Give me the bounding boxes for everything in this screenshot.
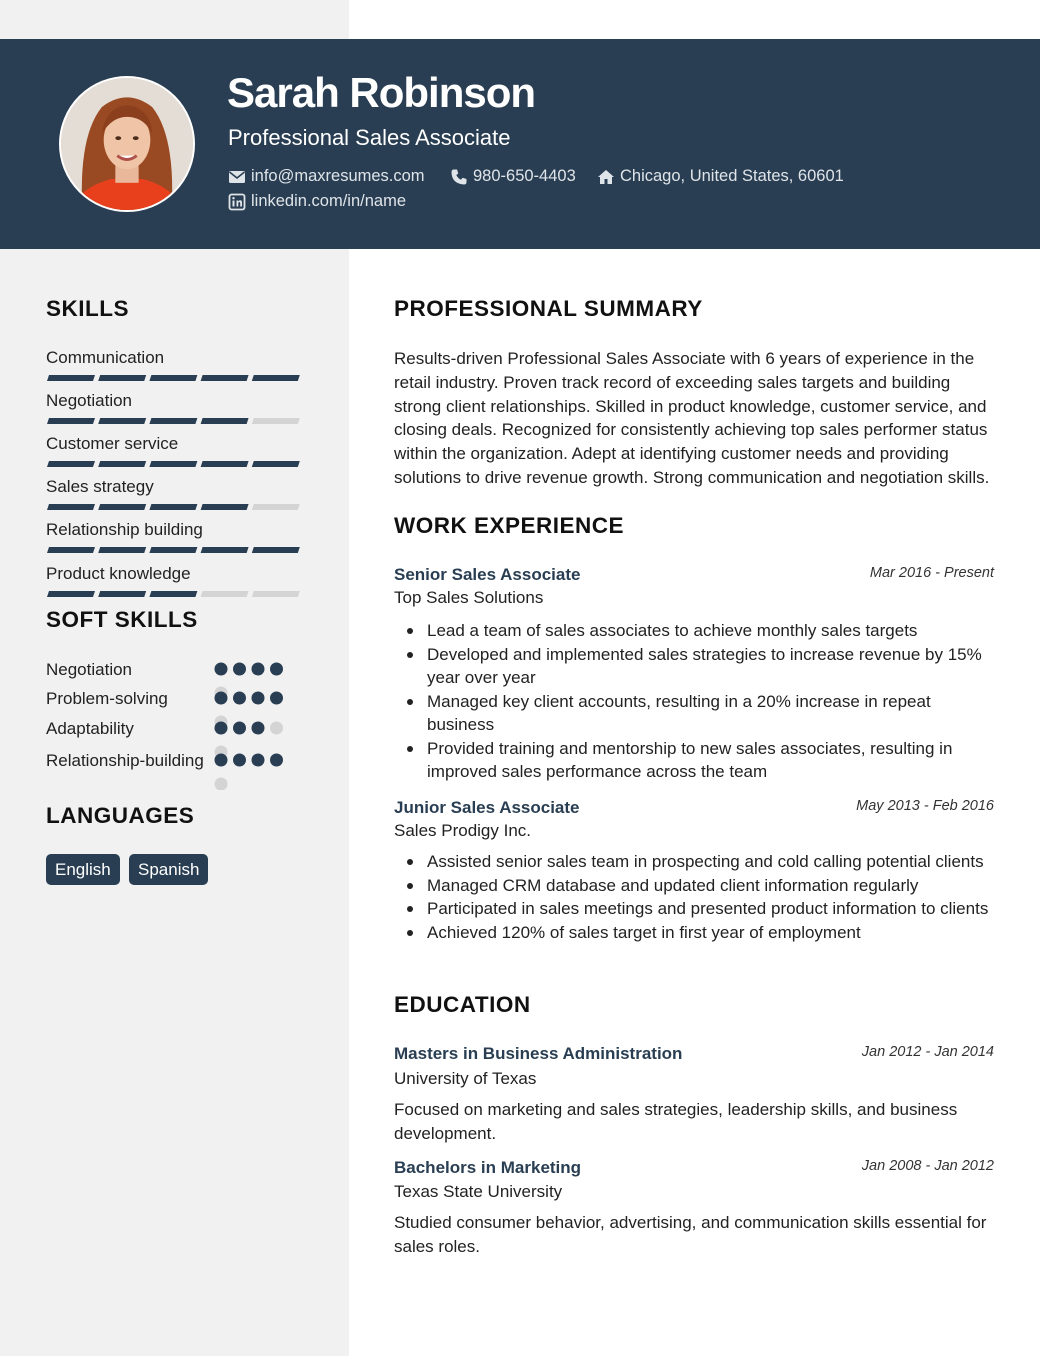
soft-skill-name: Negotiation <box>46 660 133 679</box>
skill-segment <box>201 461 249 467</box>
summary-text: Results-driven Professional Sales Associate with 6 years of experience in the retail industry. Proven track record of exceeding sales targets and building strong client relationships. Skilled in product knowledge, customer service, and closing deals. Recognized for consistently achieving top sales performer status within the organization. Adept at identifying customer needs and providing solutions to drive revenue growth. Strong communication and negotiation skills. <box>394 349 990 487</box>
job-company: Top Sales Solutions <box>394 588 544 607</box>
skill-bar-graphic <box>46 504 302 510</box>
rating-dot <box>270 663 283 676</box>
skill-bar-graphic <box>46 375 302 381</box>
rating-dot <box>252 722 265 735</box>
rating-dot <box>215 754 228 767</box>
soft-skill-item <box>46 717 296 747</box>
skill-segment <box>47 461 95 467</box>
rating-dot <box>252 663 265 676</box>
candidate-name: Sarah Robinson <box>227 69 536 116</box>
envelope-icon <box>228 168 246 186</box>
skill-segment <box>149 547 197 553</box>
degree-name: Bachelors in Marketing <box>394 1158 582 1177</box>
list-item: Lead a team of sales associates to achieve monthly sales targets <box>394 619 1000 643</box>
soft-skill-item <box>46 658 296 688</box>
degree-dates: Jan 2012 - Jan 2014 <box>861 1044 994 1060</box>
rating-dot <box>215 692 228 705</box>
degree-dates: Jan 2008 - Jan 2012 <box>861 1158 994 1174</box>
soft-skills-heading: SOFT SKILLS <box>46 607 198 632</box>
skill-name: Negotiation <box>46 391 133 410</box>
contact-linkedin-text: linkedin.com/in/name <box>251 192 406 210</box>
skill-level-bar <box>46 504 302 510</box>
rating-dot <box>215 722 228 735</box>
skill-item <box>46 348 302 368</box>
skill-segment <box>47 418 95 424</box>
phone-icon <box>450 168 468 186</box>
skill-segment <box>252 547 300 553</box>
skill-name: Customer service <box>46 434 179 453</box>
skill-segment <box>252 418 300 424</box>
skill-segment <box>201 504 249 510</box>
skill-segment <box>149 418 197 424</box>
skill-segment <box>201 591 249 597</box>
skill-bar-graphic <box>46 461 302 467</box>
skill-item <box>46 520 302 540</box>
skill-item <box>46 391 302 411</box>
rating-dot <box>252 692 265 705</box>
skill-bar-graphic <box>46 591 302 597</box>
soft-skill-item <box>46 687 296 717</box>
skill-segment <box>252 375 300 381</box>
job-role: Junior Sales Associate <box>394 798 580 817</box>
degree-name: Masters in Business Administration <box>394 1044 683 1063</box>
skill-segment <box>252 504 300 510</box>
rating-dot <box>233 722 246 735</box>
skill-level-bar <box>46 418 302 424</box>
education-heading: EDUCATION <box>394 992 531 1017</box>
contact-linkedin[interactable] <box>228 192 406 211</box>
degree-description: Focused on marketing and sales strategies, leadership skills, and business development. <box>394 1100 958 1143</box>
contact-location <box>597 167 844 186</box>
rating-dot <box>270 722 283 735</box>
contact-location-text: Chicago, United States, 60601 <box>620 167 844 185</box>
skill-item <box>46 564 302 584</box>
skill-segment <box>252 591 300 597</box>
home-icon <box>597 168 615 186</box>
skill-segment <box>47 504 95 510</box>
job-company: Sales Prodigy Inc. <box>394 821 532 840</box>
list-item: Achieved 120% of sales target in first year of employment <box>394 921 1000 945</box>
skill-segment <box>98 375 146 381</box>
skill-segment <box>47 375 95 381</box>
skill-segment <box>201 547 249 553</box>
skill-segment <box>98 547 146 553</box>
list-item: Provided training and mentorship to new sales associates, resulting in improved sales performance across the team <box>394 737 1000 784</box>
linkedin-icon <box>228 193 246 211</box>
skill-segment <box>98 461 146 467</box>
soft-skill-name: Relationship-building <box>46 751 204 770</box>
soft-skill-item <box>46 749 296 779</box>
skill-item <box>46 477 302 497</box>
skill-level-bar <box>46 591 302 597</box>
skill-segment <box>149 504 197 510</box>
job-responsibilities <box>394 850 1000 944</box>
skill-segment <box>149 461 197 467</box>
rating-dot <box>233 692 246 705</box>
profile-photo <box>61 78 193 210</box>
contact-email-text: info@maxresumes.com <box>251 167 425 185</box>
resume-header <box>0 39 1040 249</box>
soft-skill-name: Adaptability <box>46 719 134 738</box>
school-name: University of Texas <box>394 1069 537 1088</box>
skill-level-bar <box>46 461 302 467</box>
contact-phone-text: 980-650-4403 <box>473 167 576 185</box>
rating-dot <box>233 754 246 767</box>
skill-name: Communication <box>46 348 165 367</box>
list-item: Managed key client accounts, resulting in a 20% increase in repeat business <box>394 690 1000 737</box>
list-item: Participated in sales meetings and presented product information to clients <box>394 897 1000 921</box>
skill-segment <box>149 591 197 597</box>
skill-segment <box>149 375 197 381</box>
languages-heading: LANGUAGES <box>46 803 195 828</box>
skill-segment <box>47 547 95 553</box>
school-name: Texas State University <box>394 1182 563 1201</box>
contact-email[interactable] <box>228 167 425 186</box>
skill-level-bar <box>46 375 302 381</box>
rating-dot <box>252 754 265 767</box>
job-responsibilities <box>394 619 1000 784</box>
list-item: Assisted senior sales team in prospecting and cold calling potential clients <box>394 850 1000 874</box>
skill-segment <box>201 418 249 424</box>
job-dates: Mar 2016 - Present <box>869 565 994 581</box>
skill-segment <box>47 591 95 597</box>
summary-heading: PROFESSIONAL SUMMARY <box>394 296 703 321</box>
rating-dot <box>270 692 283 705</box>
job-role: Senior Sales Associate <box>394 565 581 584</box>
contact-phone[interactable] <box>450 167 576 186</box>
skill-segment <box>252 461 300 467</box>
candidate-title: Professional Sales Associate <box>228 125 511 150</box>
list-item: Developed and implemented sales strategies to increase revenue by 15% year over year <box>394 643 1000 690</box>
job-dates: May 2013 - Feb 2016 <box>856 798 994 814</box>
skill-bar-graphic <box>46 418 302 424</box>
rating-dot <box>215 778 228 791</box>
skill-name: Sales strategy <box>46 477 154 496</box>
language-badge: English <box>46 854 120 885</box>
rating-dot <box>270 754 283 767</box>
avatar <box>59 76 195 212</box>
rating-dot <box>233 663 246 676</box>
skill-segment <box>201 375 249 381</box>
degree-description: Studied consumer behavior, advertising, and communication skills essential for sales roles. <box>394 1213 987 1256</box>
rating-dot <box>215 663 228 676</box>
list-item: Managed CRM database and updated client information regularly <box>394 874 1000 898</box>
experience-heading: WORK EXPERIENCE <box>394 513 625 538</box>
soft-skill-rating <box>214 752 294 790</box>
skill-name: Relationship building <box>46 520 203 539</box>
skill-segment <box>98 591 146 597</box>
skill-segment <box>98 418 146 424</box>
soft-skill-name: Problem-solving <box>46 689 168 708</box>
skill-name: Product knowledge <box>46 564 191 583</box>
skills-heading: SKILLS <box>46 296 130 321</box>
rating-dots <box>214 752 294 790</box>
skill-segment <box>98 504 146 510</box>
skill-item <box>46 434 302 454</box>
skill-level-bar <box>46 547 302 553</box>
skill-bar-graphic <box>46 547 302 553</box>
language-badge: Spanish <box>129 854 208 885</box>
